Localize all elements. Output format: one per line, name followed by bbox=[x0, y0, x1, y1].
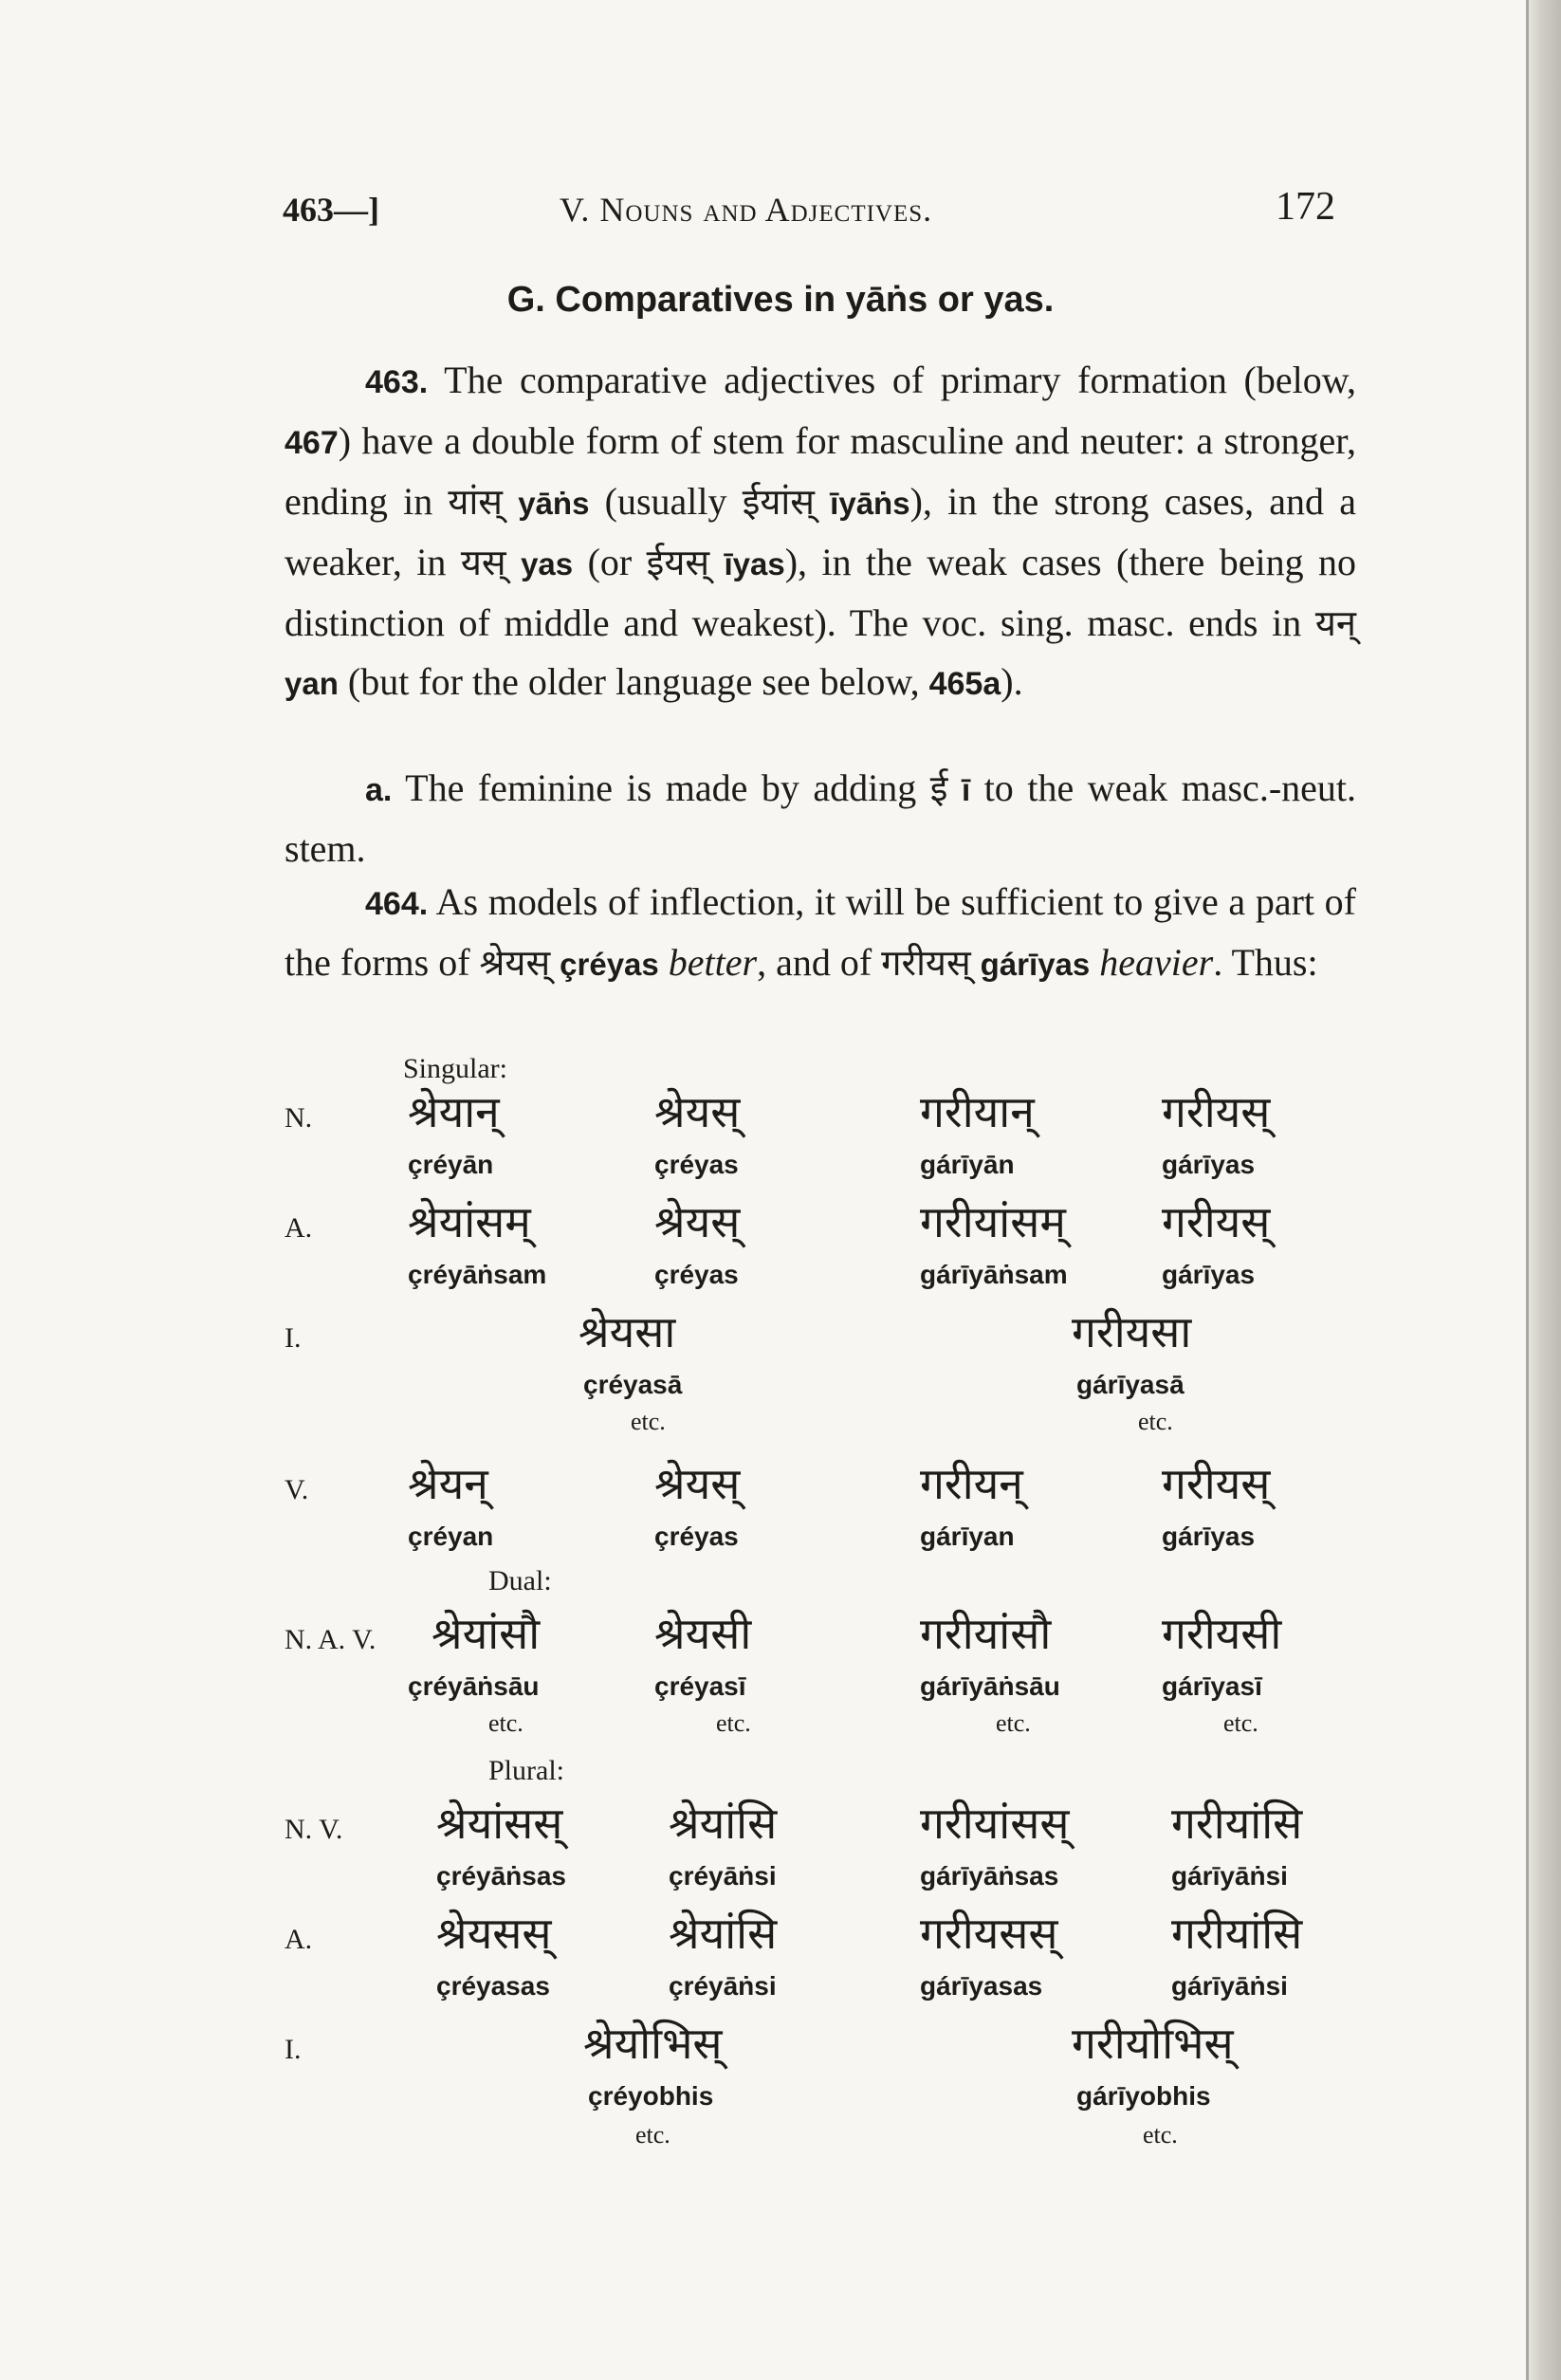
transliteration: çréyas bbox=[560, 947, 659, 982]
form-translit: çréyobhis bbox=[588, 2081, 714, 2111]
text: . Thus: bbox=[1213, 941, 1318, 984]
section-title: G. Comparatives in yāṅs or yas. bbox=[506, 280, 1055, 320]
form-translit: gárīyāṅsam bbox=[920, 1260, 1068, 1289]
page-number: 172 bbox=[1276, 185, 1335, 229]
form-translit: çréyasā bbox=[583, 1370, 683, 1399]
form-devanagari: गरीयान् bbox=[920, 1086, 1035, 1137]
form-devanagari: गरीयस् bbox=[1162, 1196, 1271, 1247]
form-translit: çréyas bbox=[654, 1260, 739, 1289]
form-devanagari: श्रेयांसस् bbox=[436, 1798, 563, 1849]
form-translit: gárīyasī bbox=[1162, 1671, 1262, 1701]
form-devanagari: गरीयसस् bbox=[920, 1908, 1058, 1959]
transliteration: yan bbox=[285, 666, 339, 701]
text: (but for the older language see below, bbox=[338, 660, 929, 703]
form-devanagari: श्रेयांसम् bbox=[408, 1196, 531, 1247]
form-translit: çréyāṅsam bbox=[408, 1260, 547, 1289]
case-label: A. bbox=[285, 1212, 313, 1244]
case-label: I. bbox=[285, 2034, 302, 2065]
running-header-title: V. Nouns and Adjectives. bbox=[560, 191, 933, 229]
form-translit: gárīyan bbox=[920, 1522, 1015, 1551]
form-translit: gárīyān bbox=[920, 1150, 1015, 1179]
form-devanagari: श्रेयांसौ bbox=[432, 1608, 541, 1659]
devanagari: यस् bbox=[460, 542, 506, 583]
text: ), in the strong cases, and a weaker, in bbox=[285, 480, 1357, 583]
cross-reference: 465a bbox=[928, 666, 1001, 702]
etc-note: etc. bbox=[996, 1709, 1031, 1737]
form-devanagari: श्रेयन् bbox=[408, 1458, 488, 1509]
text: ). bbox=[1001, 660, 1023, 703]
form-translit: çréyāṅsāu bbox=[408, 1671, 540, 1701]
form-devanagari: श्रेयस् bbox=[654, 1086, 741, 1137]
case-label: N. bbox=[285, 1102, 313, 1134]
transliteration: īyas bbox=[724, 546, 785, 581]
gloss: better bbox=[668, 941, 758, 984]
running-header-left: 463—] bbox=[283, 191, 379, 229]
etc-note: etc. bbox=[1138, 1408, 1173, 1435]
devanagari: यांस् bbox=[448, 481, 503, 523]
text: , and of bbox=[757, 941, 882, 984]
form-translit: gárīyas bbox=[1162, 1522, 1256, 1551]
form-devanagari: श्रेयोभिस् bbox=[583, 2018, 723, 2069]
form-translit: çréyāṅsas bbox=[436, 1861, 567, 1891]
form-devanagari: गरीयस् bbox=[1162, 1086, 1271, 1137]
form-translit: gárīyas bbox=[1162, 1150, 1256, 1179]
transliteration: īyāṅs bbox=[830, 486, 910, 521]
form-translit: gárīyāṅsas bbox=[920, 1861, 1059, 1891]
transliteration: yāṅs bbox=[518, 486, 590, 521]
form-translit: gárīyasā bbox=[1076, 1370, 1185, 1399]
devanagari: ईयांस् bbox=[742, 481, 815, 523]
form-devanagari: श्रेयस् bbox=[654, 1458, 741, 1509]
form-translit: çréyān bbox=[408, 1150, 494, 1179]
form-translit: gárīyasas bbox=[920, 1971, 1043, 2001]
text: (or bbox=[573, 541, 647, 583]
etc-note: etc. bbox=[1143, 2121, 1178, 2149]
form-devanagari: गरीयांसि bbox=[1171, 1908, 1303, 1959]
text: to the weak masc.-neut. stem. bbox=[285, 766, 1356, 870]
text: The comparative adjectives of primary formation (below, bbox=[428, 359, 1356, 401]
form-translit: gárīyāṅsi bbox=[1171, 1971, 1288, 2001]
transliteration: ī bbox=[962, 772, 971, 807]
form-translit: gárīyāṅsāu bbox=[920, 1671, 1060, 1701]
form-devanagari: श्रेयसा bbox=[578, 1306, 676, 1357]
text: (usually bbox=[589, 480, 743, 523]
form-devanagari: गरीयसा bbox=[1072, 1306, 1192, 1357]
form-devanagari: गरीयांसि bbox=[1171, 1798, 1303, 1849]
etc-note: etc. bbox=[635, 2121, 670, 2149]
paragraph-464 bbox=[285, 873, 1356, 994]
case-label: I. bbox=[285, 1322, 302, 1354]
form-devanagari: श्रेयस् bbox=[654, 1196, 741, 1247]
form-translit: gárīyobhis bbox=[1076, 2081, 1211, 2111]
form-translit: çréyas bbox=[654, 1522, 739, 1551]
transliteration: yas bbox=[521, 546, 574, 581]
devanagari: श्रेयस् bbox=[479, 942, 551, 984]
form-devanagari: श्रेयसस् bbox=[436, 1908, 552, 1959]
form-devanagari: गरीयोभिस् bbox=[1072, 2018, 1234, 2069]
gloss: heavier bbox=[1099, 941, 1214, 984]
paragraph-463a bbox=[285, 759, 1356, 878]
cross-reference: 467 bbox=[285, 425, 339, 461]
form-devanagari: गरीयांसस् bbox=[920, 1798, 1070, 1849]
paragraph-number: 463. bbox=[365, 364, 429, 400]
devanagari: ईयस् bbox=[646, 542, 710, 583]
form-devanagari: गरीयस् bbox=[1162, 1458, 1271, 1509]
text: As models of inflection, it will be sufficient to give a part of the forms of bbox=[285, 880, 1356, 984]
number-heading-plural: Plural: bbox=[488, 1755, 564, 1786]
case-label: N. V. bbox=[285, 1814, 343, 1845]
case-label: N. A. V. bbox=[285, 1624, 376, 1655]
text: The feminine is made by adding bbox=[392, 766, 930, 809]
form-translit: gárīyas bbox=[1162, 1260, 1256, 1289]
form-devanagari: गरीयन् bbox=[920, 1458, 1023, 1509]
form-translit: çréyan bbox=[408, 1522, 494, 1551]
form-devanagari: श्रेयान् bbox=[408, 1086, 500, 1137]
form-devanagari: गरीयांसम् bbox=[920, 1196, 1066, 1247]
form-devanagari: श्रेयांसि bbox=[669, 1798, 778, 1849]
etc-note: etc. bbox=[631, 1408, 666, 1435]
paragraph-letter: a. bbox=[365, 772, 393, 808]
etc-note: etc. bbox=[1223, 1709, 1258, 1737]
text: ), in the weak cases (there being no distinction of middle and weakest). The voc. sing. masc. ends in bbox=[285, 541, 1357, 644]
paragraph-number: 464. bbox=[365, 886, 429, 922]
form-translit: gárīyāṅsi bbox=[1171, 1861, 1288, 1891]
form-translit: çréyas bbox=[654, 1150, 739, 1179]
etc-note: etc. bbox=[488, 1709, 523, 1737]
transliteration: gárīyas bbox=[980, 947, 1091, 982]
form-devanagari: गरीयांसौ bbox=[920, 1608, 1052, 1659]
devanagari: गरीयस् bbox=[881, 942, 971, 984]
form-translit: çréyasas bbox=[436, 1971, 550, 2001]
paragraph-463 bbox=[285, 351, 1356, 713]
text: ) have a double form of stem for masculine and neuter: a stronger, ending in bbox=[285, 419, 1356, 523]
case-label: V. bbox=[285, 1474, 309, 1505]
case-label: A. bbox=[285, 1924, 313, 1955]
form-translit: çréyasī bbox=[654, 1671, 746, 1701]
etc-note: etc. bbox=[716, 1709, 751, 1737]
number-heading-singular: Singular: bbox=[403, 1053, 507, 1084]
number-heading-dual: Dual: bbox=[488, 1565, 552, 1596]
devanagari: यन् bbox=[1314, 602, 1356, 644]
form-devanagari: श्रेयांसि bbox=[669, 1908, 778, 1959]
form-devanagari: श्रेयसी bbox=[654, 1608, 752, 1659]
form-translit: çréyāṅsi bbox=[669, 1861, 777, 1891]
page-edge bbox=[1526, 0, 1561, 2380]
form-devanagari: गरीयसी bbox=[1162, 1608, 1282, 1659]
form-translit: çréyāṅsi bbox=[669, 1971, 777, 2001]
devanagari: ई bbox=[929, 767, 948, 809]
